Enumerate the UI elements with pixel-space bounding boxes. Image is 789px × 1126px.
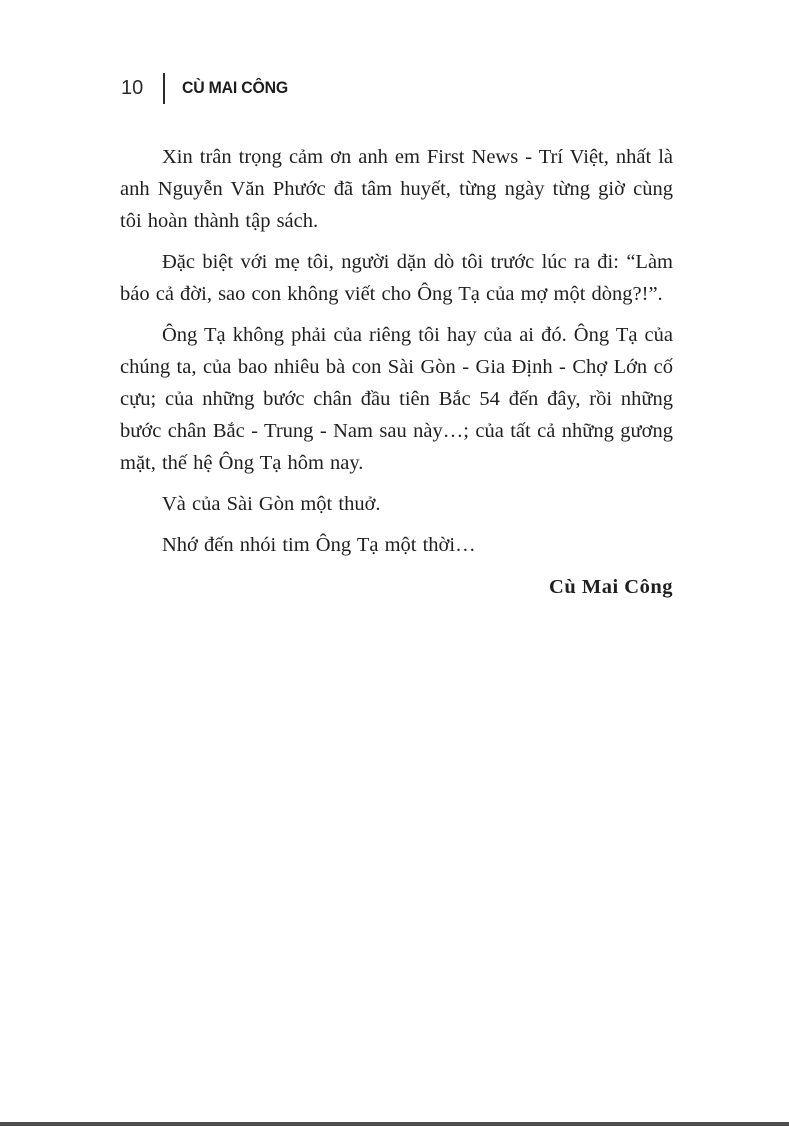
paragraph-closing: Nhớ đến nhói tim Ông Tạ một thời… bbox=[162, 534, 476, 556]
page-content bbox=[120, 141, 673, 603]
footer-bar bbox=[0, 1122, 789, 1126]
page-header bbox=[121, 72, 296, 104]
page-number: 10 bbox=[121, 76, 144, 99]
running-title: CÙ MAI CÔNG bbox=[182, 78, 288, 97]
paragraph-mother: Đặc biệt với mẹ tôi, người dặn dò tôi trước lúc ra đi: “Làm báo cả đời, sao con không viết cho Ông Tạ của mợ một dòng?!”. bbox=[120, 251, 673, 305]
author-signature: Cù Mai Công bbox=[549, 576, 673, 598]
paragraph-saigon: Và của Sài Gòn một thuở. bbox=[162, 493, 381, 515]
paragraph-acknowledgement: Xin trân trọng cảm ơn anh em First News - Trí Việt, nhất là anh Nguyễn Văn Phước đã tâm huyết, từng ngày từng giờ cùng tôi hoàn thành tập sách. bbox=[120, 146, 673, 232]
header-divider bbox=[163, 73, 165, 104]
paragraph-ong-ta: Ông Tạ không phải của riêng tôi hay của ai đó. Ông Tạ của chúng ta, của bao nhiêu bà con Sài Gòn - Gia Định - Chợ Lớn cố cựu; của những bước chân đầu tiên Bắc 54 đến đây, rồi những bước chân Bắc - Trung - Nam sau này…; của tất cả những gương mặt, thế hệ Ông Tạ hôm nay. bbox=[120, 324, 673, 474]
